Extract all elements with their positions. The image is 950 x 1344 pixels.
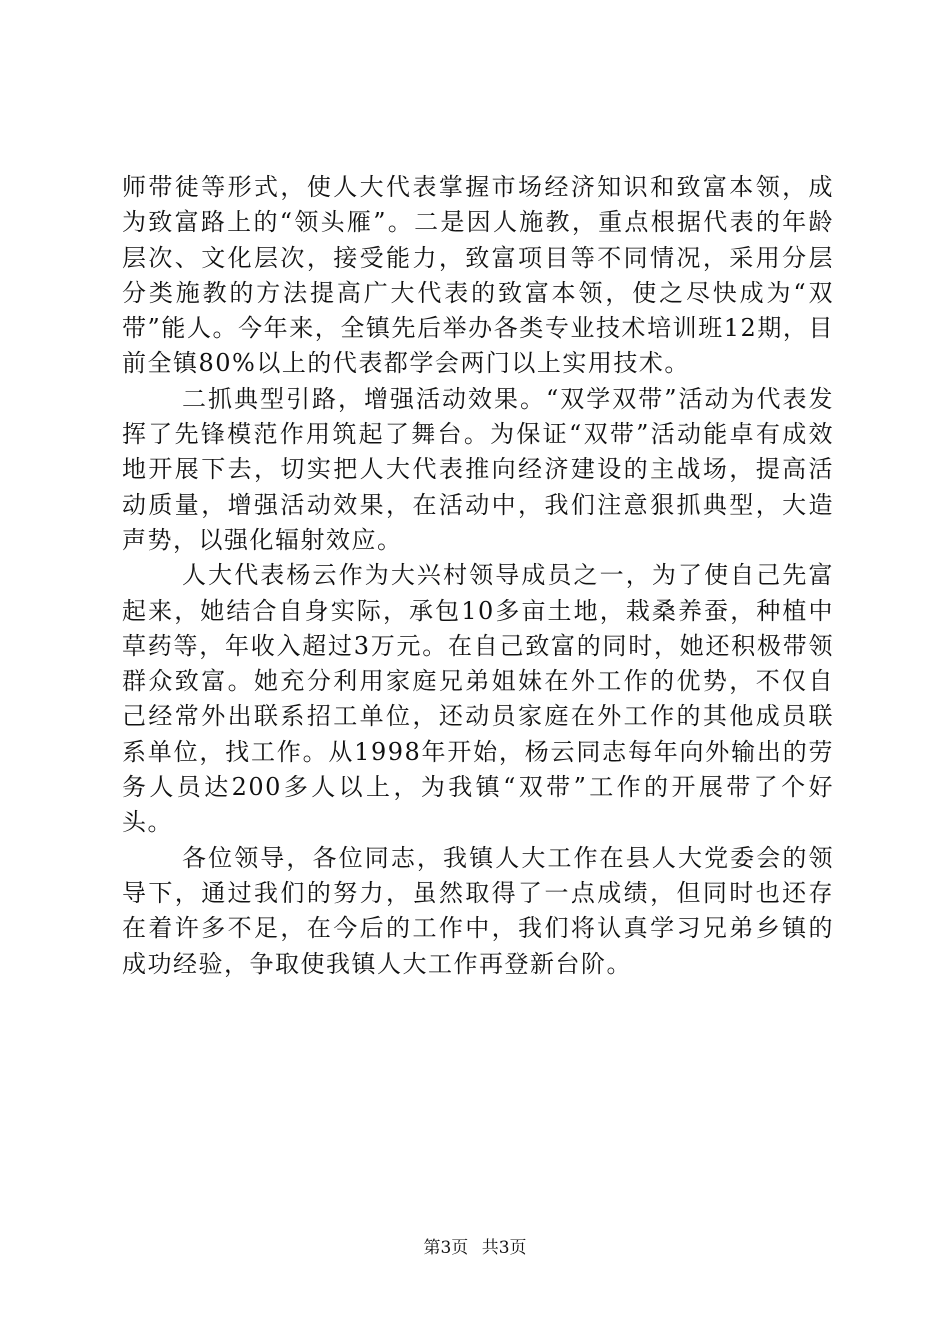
page-total: 共3页 (481, 1238, 527, 1258)
paragraph-closing: 各位领导，各位同志，我镇人大工作在县人大党委会的领导下，通过我们的努力，虽然取得了一点成绩，但同时也还存在着许多不足，在今后的工作中，我们将认真学习兄弟乡镇的成功经验，争取使我镇人大工作再登新台阶。 (122, 843, 834, 978)
paragraph-continued: 师带徒等形式，使人大代表掌握市场经济知识和致富本领，成为致富路上的“领头雁”。二是因人施教，重点根据代表的年龄层次、文化层次，接受能力，致富项目等不同情况，采用分层分类施教的方法提高广大代表的致富本领，使之尽快成为“双带”能人。今年来，全镇先后举办各类专业技术培训班12期，目前全镇80%以上的代表都学会两门以上实用技术。 (122, 173, 834, 378)
document-body (122, 170, 834, 982)
paragraph-yang-yun-example: 人大代表杨云作为大兴村领导成员之一，为了使自己先富起来，她结合自身实际，承包10多亩土地，栽桑养蚕，种植中草药等，年收入超过3万元。在自己致富的同时，她还积极带领群众致富。她充分利用家庭兄弟姐妹在外工作的优势，不仅自己经常外出联系招工单位，还动员家庭在外工作的其他成员联系单位，找工作。从1998年开始，杨云同志每年向外输出的劳务人员达200多人以上，为我镇“双带”工作的开展带了个好头。 (122, 561, 834, 837)
page-number: 第3页 (423, 1238, 469, 1258)
page-footer (0, 1236, 950, 1260)
paragraph-typical-guidance: 二抓典型引路，增强活动效果。“双学双带”活动为代表发挥了先锋模范作用筑起了舞台。为保证“双带”活动能卓有成效地开展下去，切实把人大代表推向经济建设的主战场，提高活动质量，增强活动效果，在活动中，我们注意狠抓典型，大造声势，以强化辐射效应。 (122, 384, 834, 554)
